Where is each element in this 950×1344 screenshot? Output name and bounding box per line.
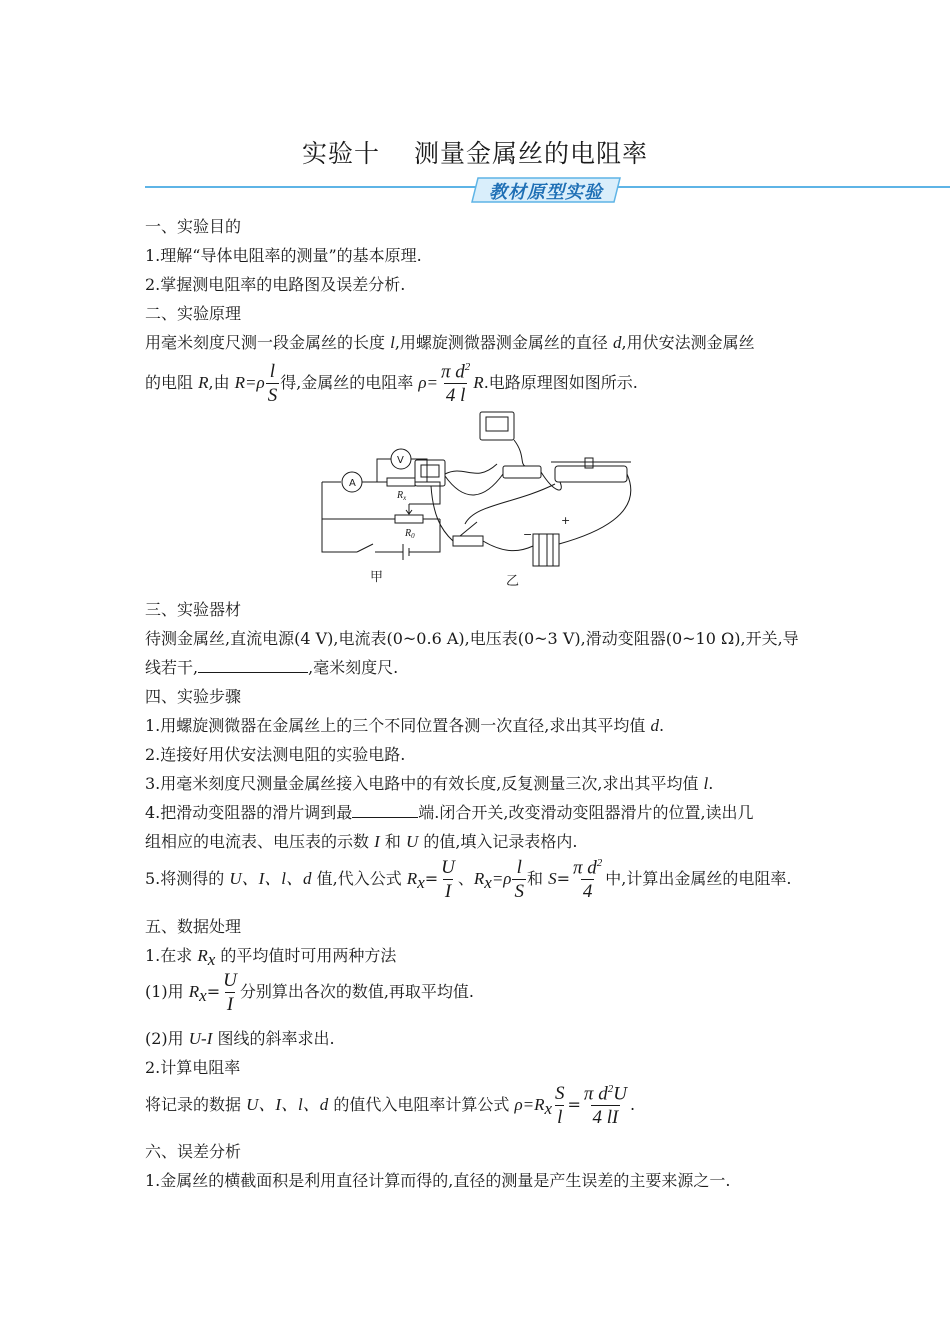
data-sub-2: (2)用 U-I 图线的斜率求出. — [145, 1029, 335, 1048]
step-4-continued: 组相应的电流表、电压表的示数 I 和 U 的值,填入记录表格内. — [145, 832, 578, 851]
data-item-1: 1.在求 $R_x$ 的平均值时可用两种方法 — [145, 946, 397, 970]
ammeter-label: A — [349, 478, 356, 489]
fraction-resistivity-final: $\frac{\pi d^2U}{4 lI}$ — [583, 1083, 627, 1129]
equipment-line-1: 待测金属丝,直流电源(4 V),电流表(0~0.6 A),电压表(0~3 V),滑动变阻器(0~10 Ω),开关,导 — [145, 629, 799, 648]
battery-minus-label: − — [523, 528, 533, 541]
switch-device — [453, 536, 483, 546]
purpose-item-2: 2.掌握测电阻率的电路图及误差分析. — [145, 275, 406, 294]
step-1: 1.用螺旋测微器在金属丝上的三个不同位置各测一次直径,求出其平均值 d. — [145, 716, 665, 735]
ammeter-device — [480, 412, 514, 440]
fraction-u-over-i: $\frac{U}{I}$ — [223, 970, 237, 1015]
principle-line-2: 的电阻 R,由 R=ρ $\frac{l}{S}$ 得,金属丝的电阻率 ρ= $\frac{\pi d^2}{4 l}$ R.电路原理图如图所示. — [145, 361, 638, 407]
fraction-u-over-i: $\frac{U}{I}$ — [441, 857, 455, 903]
section-heading-steps: 四、实验步骤 — [145, 687, 242, 706]
rx-label: $R_x$ — [397, 490, 407, 502]
section-heading-principle: 二、实验原理 — [145, 304, 242, 323]
rheostat-r0 — [395, 515, 423, 523]
resistivity-formula-line: 将记录的数据 U、I、l、d 的值代入电阻率计算公式 $\rho=R_x$ $\frac{S}{l}$ = $\frac{\pi d^2U}{4 lI}$ . — [145, 1083, 636, 1129]
title-experiment-name: 测量金属丝的电阻率 — [414, 139, 649, 168]
fill-blank — [352, 803, 418, 818]
figure-caption-right: 乙 — [506, 574, 520, 589]
principle-line-1: 用毫米刻度尺测一段金属丝的长度 l,用螺旋测微器测金属丝的直径 d,用伏安法测金属丝 — [145, 333, 755, 352]
battery-plus-label: + — [561, 514, 571, 527]
section-heading-equipment: 三、实验器材 — [145, 600, 242, 619]
data-sub-1: (1)用 $R_x=$ $\frac{U}{I}$ 分别算出各次的数值,再取平均值. — [145, 970, 475, 1015]
page-title — [0, 134, 950, 170]
fraction-resistivity: $\frac{\pi d^2}{4 l}$ — [441, 361, 471, 407]
wire-board — [503, 466, 541, 478]
fill-blank — [198, 658, 308, 673]
section-heading-purpose: 一、实验目的 — [145, 217, 242, 236]
r0-label: $R_0$ — [405, 528, 415, 540]
step-2: 2.连接好用伏安法测电阻的实验电路. — [145, 745, 406, 764]
voltmeter-label: V — [397, 455, 404, 466]
circuit-figure — [315, 404, 660, 589]
fraction-s-over-l: $\frac{S}{l}$ — [555, 1083, 565, 1129]
fraction-area: $\frac{\pi d^2}{4}$ — [572, 857, 603, 903]
data-item-2: 2.计算电阻率 — [145, 1058, 241, 1077]
section-heading-error: 六、误差分析 — [145, 1142, 242, 1161]
battery-device — [533, 534, 559, 566]
ribbon-label: 教材原型实验 — [489, 182, 603, 203]
fraction-l-over-s: $\frac{l}{S}$ — [514, 857, 524, 903]
equipment-line-2: 线若干, ,毫米刻度尺. — [145, 658, 399, 677]
title-experiment-number: 实验十 — [301, 139, 380, 168]
step-5: 5.将测得的 U、I、l、d 值,代入公式 $R_x=$ $\frac{U}{I}$ 、$R_x=\rho$ $\frac{l}{S}$ 和 S= $\frac{\pi d^2}{4}$ 中,计算出金属丝的电阻率. — [145, 857, 792, 903]
resistor-rx — [387, 478, 415, 486]
step-3: 3.用毫米刻度尺测量金属丝接入电路中的有效长度,反复测量三次,求出其平均值 l. — [145, 774, 714, 793]
figure-caption-left: 甲 — [370, 570, 384, 585]
section-heading-data: 五、数据处理 — [145, 917, 242, 936]
purpose-item-1: 1.理解“导体电阻率的测量”的基本原理. — [145, 246, 422, 265]
fraction-l-over-s: $\frac{l}{S}$ — [267, 361, 278, 407]
step-4: 4.把滑动变阻器的滑片调到最 端.闭合开关,改变滑动变阻器滑片的位置,读出几 — [145, 803, 754, 822]
error-item-1: 1.金属丝的横截面积是利用直径计算而得的,直径的测量是产生误差的主要来源之一. — [145, 1171, 731, 1190]
